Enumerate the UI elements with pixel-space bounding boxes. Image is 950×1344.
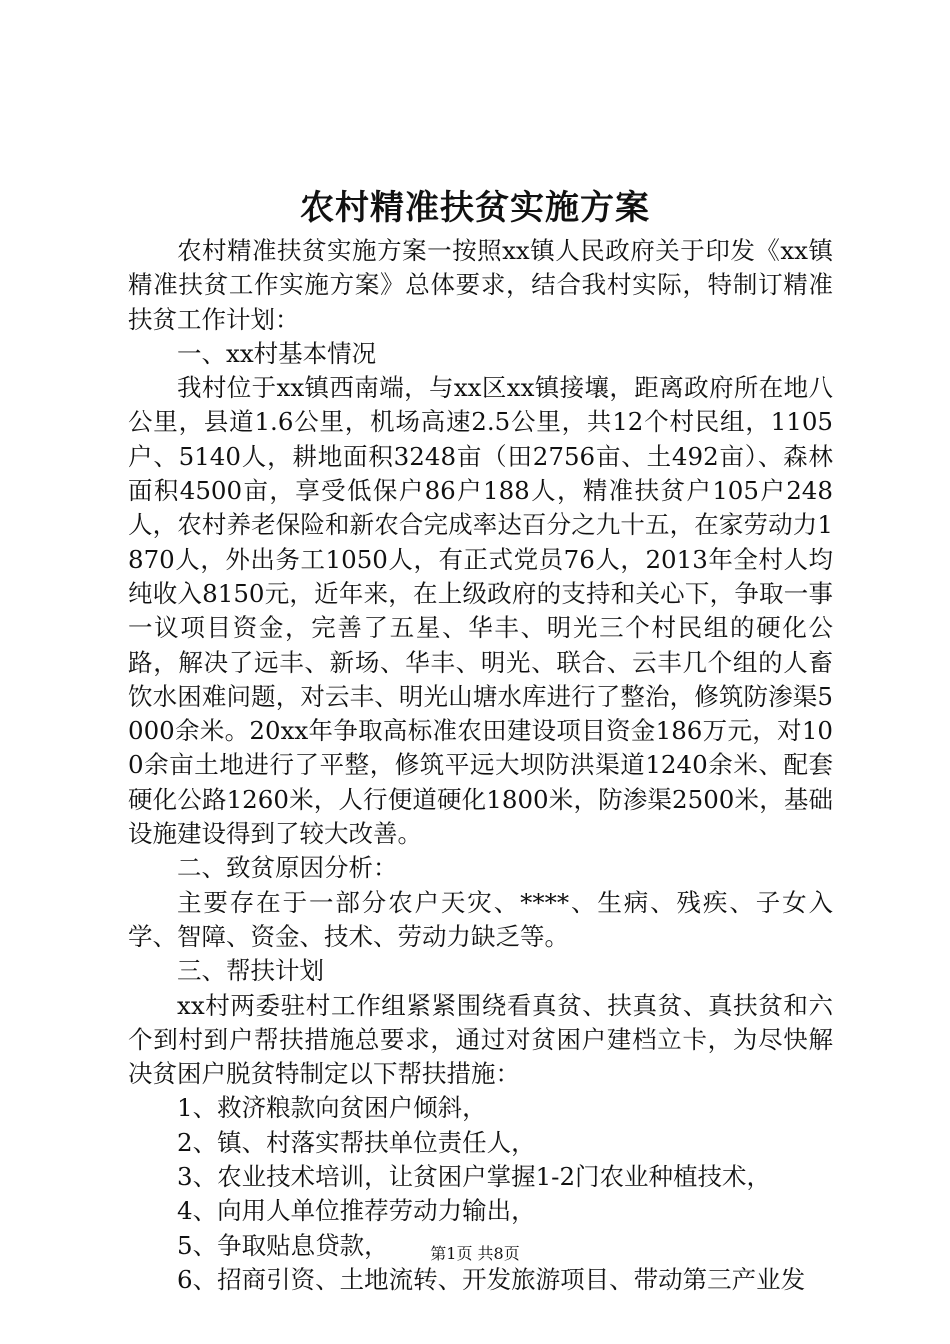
document-body (128, 234, 833, 1297)
page-footer: 第1页 共8页 (430, 1244, 520, 1263)
measure-item: 4、向用人单位推荐劳动力输出， (177, 1196, 536, 1226)
intro-paragraph: 农村精准扶贫实施方案一按照xx镇人民政府关于印发《xx镇精准扶贫工作实施方案》总体要求，结合我村实际，特制订精准扶贫工作计划： (128, 236, 833, 334)
measure-item: 1、救济粮款向贫困户倾斜， (177, 1093, 487, 1123)
basic-situation-paragraph: 我村位于xx镇西南端，与xx区xx镇接壤，距离政府所在地八公里，县道1.6公里，机场高速2.5公里，共12个村民组，1105户、5140人，耕地面积3248亩（田2756亩、土492亩）、森林面积4500亩，享受低保户86户188人，精准扶贫户105户248人，农村养老保险和新农合完成率达百分之九十五，在家劳动力1870人，外出务工1050人，有正式党员76人，2013年全村人均纯收入8150元，近年来，在上级政府的支持和关心下，争取一事一议项目资金，完善了五星、华丰、明光三个村民组的硬化公路，解决了远丰、新场、华丰、明光、联合、云丰几个组的人畜饮水困难问题，对云丰、明光山塘水库进行了整治，修筑防渗渠5000余米。20xx年争取高标准农田建设项目资金186万元，对100余亩土地进行了平整，修筑平远大坝防洪渠道1240余米、配套硬化公路1260米，人行便道硬化1800米，防渗渠2500米，基础设施建设得到了较大改善。 (128, 373, 833, 849)
section-heading-basic-situation: 一、xx村基本情况 (177, 338, 377, 368)
section-heading-poverty-causes: 二、致贫原因分析： (177, 853, 398, 883)
assistance-plan-paragraph: xx村两委驻村工作组紧紧围绕看真贫、扶真贫、真扶贫和六个到村到户帮扶措施总要求，通过对贫困户建档立卡，为尽快解决贫困户脱贫特制定以下帮扶措施： (128, 990, 833, 1089)
measure-item: 6、招商引资、土地流转、开发旅游项目、带动第三产业发 (177, 1264, 806, 1294)
section-heading-assistance-plan: 三、帮扶计划 (177, 956, 324, 986)
measure-item: 3、农业技术培训，让贫困户掌握1-2门农业种植技术， (177, 1162, 772, 1192)
measure-item: 5、争取贴息贷款， (177, 1230, 389, 1260)
measure-item: 2、镇、村落实帮扶单位责任人， (177, 1127, 536, 1157)
document-title: 农村精准扶贫实施方案 (300, 188, 650, 228)
poverty-causes-paragraph: 主要存在于一部分农户天灾、****、生病、残疾、子女入学、智障、资金、技术、劳动力缺乏等。 (128, 887, 833, 951)
